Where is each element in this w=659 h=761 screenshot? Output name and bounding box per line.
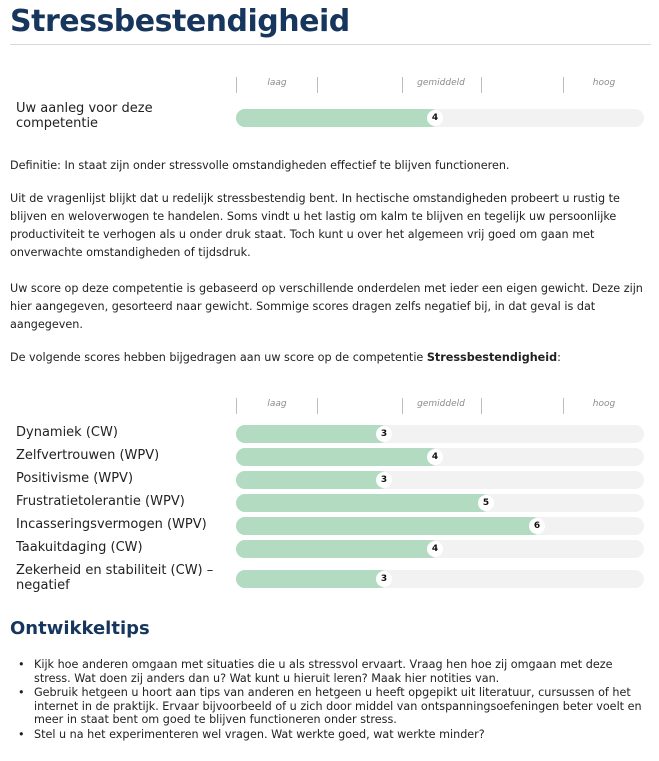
component-label: Dynamiek (CW) [16,425,118,440]
scale-label-low: laag [267,78,287,88]
tip-item: • Gebruik hetgeen u hoort aan tips van anderen en hetgeen u heeft opgepikt uit literatuur, cursussen of het internet in de praktijk. Ervaar bijvoorbeeld of u zich door middel van ontspanningsoefeningen beter voelt en meer in staat bent om goed te blijven functioneren onder stress. [18,686,644,727]
component-bar-track [236,517,644,535]
component-row [16,470,646,490]
title-divider [10,44,651,45]
aanleg-label: Uw aanleg voor deze competentie [16,101,153,131]
scale-tick [317,398,318,414]
scale-tick [236,77,237,93]
aanleg-score-badge: 4 [427,110,443,126]
component-row [16,447,646,467]
component-score-badge: 4 [427,541,443,557]
component-row [16,539,646,559]
component-bar-fill [236,448,440,466]
aanleg-row [16,101,646,135]
component-row [16,424,646,444]
questionnaire-text: Uit de vragenlijst blijkt dat u redelijk stressbestendig bent. In hectische omstandigheden probeert u rustig te blijven en weloverwogen te handelen. Soms vindt u het lastig om kalm te blijven en tegelijk uw persoonlijke productiviteit te verhogen als u onder druk staat. Toch kunt u over het algemeen vrij goed om gaan met onverwachte omstandigheden of tijdsdruk. [10,192,620,259]
aanleg-bar-fill [236,109,440,127]
scale-tick [563,77,564,93]
tip-item: • Stel u na het experimenteren wel vragen. Wat werkte goed, wat werkte minder? [18,728,644,742]
contributing-scores-intro [10,349,646,367]
component-row [16,493,646,513]
scale-tick [402,77,403,93]
aanleg-bar-track [236,109,644,127]
component-score-badge: 4 [427,449,443,465]
intro-suffix: : [557,351,561,364]
component-bar-track [236,540,644,558]
component-bar-fill [236,570,389,588]
scale-tick [481,398,482,414]
scale-label-low: laag [267,399,287,409]
component-score-badge: 3 [376,472,392,488]
component-bar-fill [236,494,491,512]
page-title: Stressbestendigheid [10,4,350,39]
scale-tick [236,398,237,414]
scale-header-aanleg [236,77,644,93]
component-row [16,562,646,594]
component-label: Positivisme (WPV) [16,471,134,486]
component-score-badge: 3 [376,571,392,587]
component-bar-fill [236,540,440,558]
definition-text: Definitie: In staat zijn onder stressvolle omstandigheden effectief te blijven functioneren. [10,159,510,172]
component-bar-track [236,471,644,489]
component-label: Zekerheid en stabiliteit (CW) – negatief [16,563,214,593]
component-bar-track [236,570,644,588]
scale-tick [563,398,564,414]
scale-label-mid: gemiddeld [417,399,465,409]
scale-label-high: hoog [592,399,616,409]
component-label: Taakuitdaging (CW) [16,540,143,555]
component-bar-track [236,448,644,466]
tips-list [18,658,644,742]
component-score-badge: 3 [376,426,392,442]
component-label: Incasseringsvermogen (WPV) [16,517,207,532]
component-bar-fill [236,471,389,489]
component-row [16,516,646,536]
component-bar-track [236,494,644,512]
scale-tick [481,77,482,93]
component-label: Zelfvertrouwen (WPV) [16,448,160,463]
component-bar-track [236,425,644,443]
tip-item: • Kijk hoe anderen omgaan met situaties die u als stressvol ervaart. Vraag hen hoe zij omgaan met deze stress. Wat doen zij anders dan u? Wat kunt u hieruit leren? Maak hier notities van. [18,658,644,685]
tips-heading: Ontwikkeltips [10,618,150,639]
component-score-badge: 5 [478,495,494,511]
intro-prefix: De volgende scores hebben bijgedragen aan uw score op de competentie [10,351,427,364]
component-bar-fill [236,425,389,443]
scale-tick [402,398,403,414]
component-bar-fill [236,517,542,535]
component-score-badge: 6 [529,518,545,534]
scale-label-mid: gemiddeld [417,78,465,88]
component-label: Frustratietolerantie (WPV) [16,494,185,509]
intro-competence-name: Stressbestendigheid [426,351,558,364]
scale-header-components [236,398,644,414]
scale-label-high: hoog [592,78,616,88]
score-explanation-text: Uw score op deze competentie is gebaseerd op verschillende onderdelen met ieder een eigen gewicht. Deze zijn hier aangegeven, gesorteerd naar gewicht. Sommige scores dragen zelfs negatief bij, in dat geval is dat aangegeven. [10,282,643,331]
scale-tick [317,77,318,93]
